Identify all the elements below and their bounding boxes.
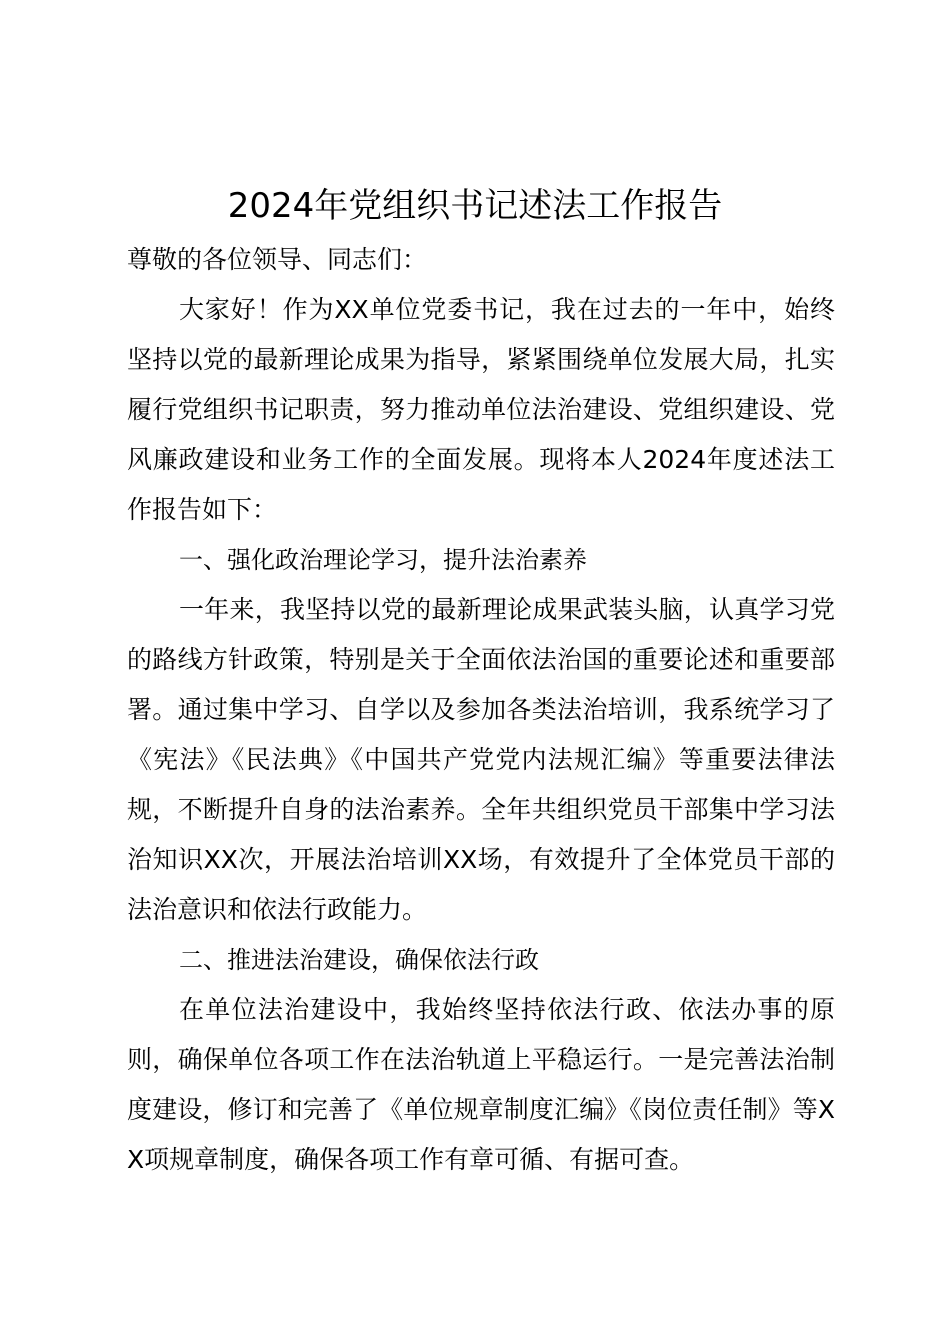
paragraph-section-1: 一年来，我坚持以党的最新理论成果武装头脑，认真学习党的路线方针政策，特别是关于全面依法治国的重要论述和重要部署。通过集中学习、自学以及参加各类法治培训，我系统学习了《宪法》《民法典》《中国共产党党内法规汇编》等重要法律法规，不断提升自身的法治素养。全年共组织党员干部集中学习法治知识XX次，开展法治培训XX场，有效提升了全体党员干部的法治意识和依法行政能力。 [127,595,835,924]
paragraph-section-2: 在单位法治建设中，我始终坚持依法行政、依法办事的原则，确保单位各项工作在法治轨道上平稳运行。一是完善法治制度建设，修订和完善了《单位规章制度汇编》《岗位责任制》等XX项规章制度，确保各项工作有章可循、有据可查。 [127,995,835,1174]
section-heading-2: 二、推进法治建设，确保依法行政 [179,946,539,974]
document-title: 2024年党组织书记述法工作报告 [227,186,723,226]
salutation: 尊敬的各位领导、同志们： [127,245,428,274]
document-body [127,235,835,1185]
section-heading-1: 一、强化政治理论学习，提升法治素养 [179,546,587,574]
paragraph-intro: 大家好！作为XX单位党委书记，我在过去的一年中，始终坚持以党的最新理论成果为指导，紧紧围绕单位发展大局，扎实履行党组织书记职责，努力推动单位法治建设、党组织建设、党风廉政建设和业务工作的全面发展。现将本人2024年度述法工作报告如下： [127,295,835,524]
